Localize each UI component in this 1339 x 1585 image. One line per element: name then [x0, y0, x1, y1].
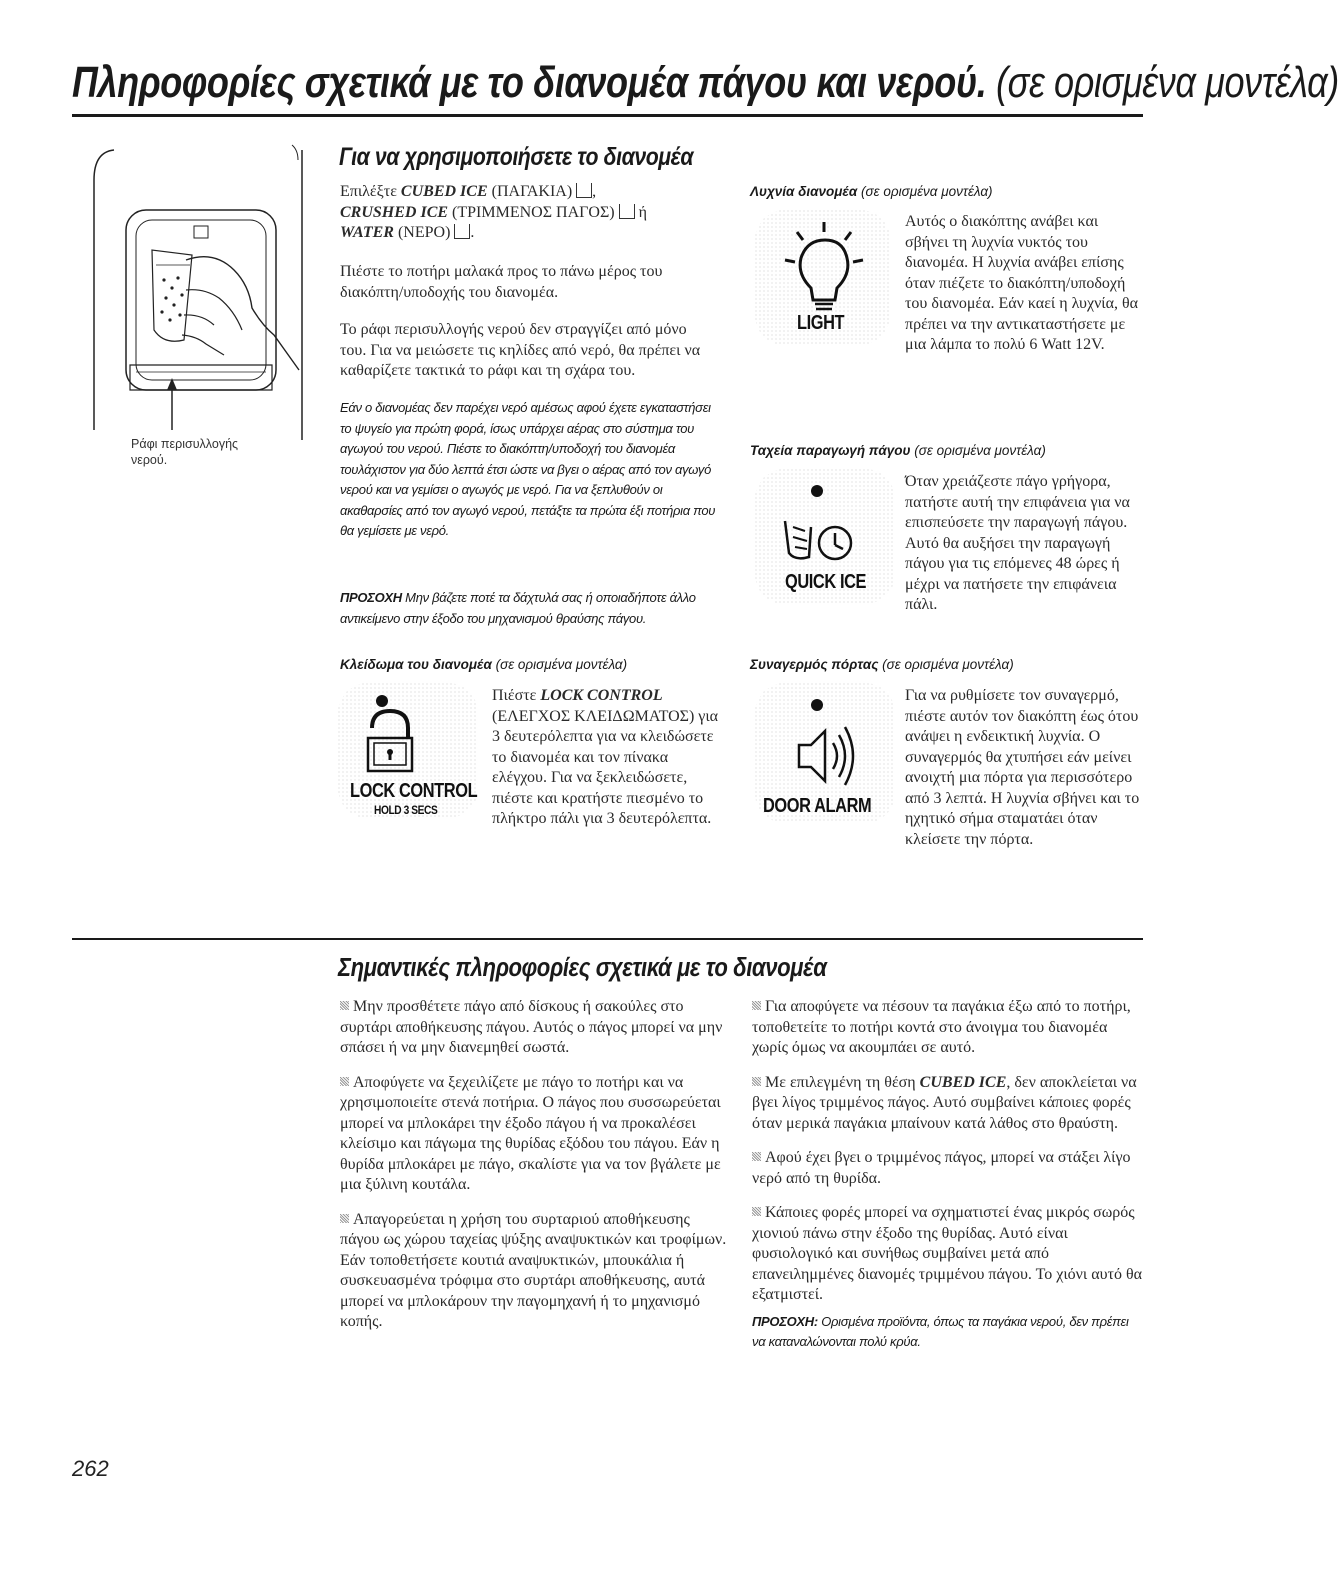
caption-line-1: Ράφι περισυλλογής — [131, 437, 239, 451]
bullet-icon — [340, 1214, 349, 1223]
lock-text-a: Πιέστε — [492, 687, 541, 704]
dispenser-illustration — [74, 140, 314, 440]
use-section-p2: Πιέστε το ποτήρι μαλακά προς το πάνω μέρος του διακόπτη/υποδοχής του διανομέα. — [340, 263, 663, 301]
important-left-item-3 — [340, 1210, 730, 1333]
important-caution — [752, 1312, 1142, 1353]
lock-control-term: LOCK CONTROL — [540, 687, 663, 704]
use-section-heading: Για να χρησιμοποιήσετε το διανομέα — [339, 143, 694, 171]
quick-ice-label: QUICK ICE — [785, 571, 867, 593]
quick-section-heading — [750, 443, 1046, 458]
important-rule — [72, 938, 1143, 940]
light-heading-text: Λυχνία διανομέα — [750, 184, 858, 199]
right-item-2-cubed: CUBED ICE — [919, 1073, 1007, 1091]
crushed-ice-label: CRUSHED ICE — [340, 203, 449, 221]
use-section-p3: Το ράφι περισυλλογής νερού δεν στραγγίζει από μόνο του. Για να μειώσετε τις κηλίδες από νερό, θα πρέπει να καθαρίζετε τακτικά το ράφι και τη σχάρα του. — [340, 321, 701, 379]
alarm-heading-text: Συναγερμός πόρτας — [750, 657, 879, 672]
quick-heading-note: (σε ορισμένα μοντέλα) — [914, 443, 1046, 458]
right-item-3-text: Αφού έχει βγει ο τριμμένος πάγος, μπορεί να στάξει λίγο νερό από τη θυρίδα. — [752, 1149, 1131, 1187]
important-right-item-2 — [752, 1073, 1142, 1135]
important-right-item-1 — [752, 997, 1142, 1059]
important-left-item-1 — [340, 997, 730, 1059]
bullet-icon — [752, 1152, 761, 1161]
door-alarm-label: DOOR ALARM — [763, 795, 872, 817]
door-alarm-button[interactable] — [755, 683, 895, 823]
p1-text-f: (ΝΕΡΟ) — [393, 224, 455, 241]
use-section-p4: Εάν ο διανομέας δεν παρέχει νερό αμέσως αφού έχετε εγκαταστήσει το ψυγείο για πρώτη φορά, ίσως υπάρχει αέρας στο σύστημα του αγωγού του νερού. Πιέστε το διακόπτη/υποδοχή του διανομέα τουλάχιστον για δύο λεπτά έτσι ώστε να βγει ο αέρας από τον αγωγό νερού και να γεμίσει ο αγωγός με νερό. Για να ξεπλυθούν οι ακαθαρσίες από τον αγωγό νερού, πετάξτε τα πρώτα έξι ποτήρια που θα γεμίσετε με νερό. — [340, 400, 716, 538]
quick-ice-button[interactable] — [755, 469, 895, 604]
p1-text-b: (ΠΑΓΑΚΙΑ) — [487, 183, 577, 200]
bullet-icon — [340, 1077, 349, 1086]
lock-control-button[interactable] — [338, 683, 478, 818]
right-item-4-text: Κάποιες φορές μπορεί να σχηματιστεί ένας μικρός σωρός χιονιού πάνω στην έξοδο της θυρίδας. Αυτό είναι φυσιολογικό και συνήθως συμβαίνει μετά από επανειλημμένες διανομές τριμμένου πάγου. Το χιόνι αυτό θα εξατμιστεί. — [752, 1204, 1142, 1303]
p1-text-g: . — [470, 224, 475, 241]
use-section-caution — [340, 588, 725, 629]
cubed-ice-icon — [576, 183, 592, 198]
light-button[interactable] — [755, 210, 890, 345]
important-caution-label: ΠΡΟΣΟΧΗ: — [752, 1313, 818, 1329]
caution-label: ΠΡΟΣΟΧΗ — [340, 590, 402, 605]
illustration-caption — [131, 436, 238, 468]
alarm-section-text: Για να ρυθμίσετε τον συναγερμό, πιέστε αυτόν τον διακόπτη έως ότου ανάψει η ενδεικτική λυχνία. Ο συναγερμός θα χτυπήσει εάν μείνει ανοιχτή μια πόρτα για περισσότερο από 3 λεπτά. Η λυχνία σβήνει και το ηχητικό σήμα σταματάει όταν κλείσετε την πόρτα. — [905, 687, 1140, 848]
p1-text-a: Επιλέξτε — [340, 183, 401, 200]
light-icon-label: LIGHT — [797, 312, 845, 334]
lock-icon-label: LOCK CONTROL — [350, 780, 478, 802]
important-left-item-2 — [340, 1073, 730, 1196]
lock-section-heading — [340, 657, 627, 672]
page-title — [72, 58, 1339, 108]
important-left-column — [340, 997, 730, 1333]
quick-section-text: Όταν χρειάζεστε πάγο γρήγορα, πατήστε αυτή την επιφάνεια για να επισπεύσετε την παραγωγή πάγου. Αυτό θα αυξήσει την παραγωγή πάγου για τις επόμενες 48 ώρες ή μέχρι να πατήσετε την επιφάνεια πάλι. — [905, 473, 1130, 613]
bullet-icon — [752, 1001, 761, 1010]
left-item-1-text: Μην προσθέτετε πάγο από δίσκους ή σακούλες στο συρτάρι αποθήκευσης πάγου. Αυτός ο πάγος μπορεί να μην σπάσει ή να μην διανεμηθεί σωστά. — [340, 998, 723, 1056]
p1-text-d: (ΤΡΙΜΜΕΝΟΣ ΠΑΓΟΣ) — [448, 203, 619, 221]
cubed-ice-label: CUBED ICE — [400, 183, 488, 200]
right-item-2-text-a: Με επιλεγμένη τη θέση — [765, 1073, 920, 1091]
quick-heading-text: Ταχεία παραγωγή πάγου — [750, 443, 911, 458]
lock-icon-sublabel: HOLD 3 SECS — [374, 803, 438, 817]
page-header — [72, 58, 1339, 118]
lock-heading-note: (σε ορισμένα μοντέλα) — [495, 657, 628, 672]
caution-text: Μην βάζετε ποτέ τα δάχτυλά σας ή οποιαδήποτε άλλο αντικείμενο στην έξοδο του μηχανισμού θραύσης πάγου. — [340, 590, 696, 626]
lock-heading-text: Κλείδωμα του διανομέα — [340, 657, 492, 672]
crushed-ice-icon — [619, 204, 635, 219]
lock-text-b: (ΕΛΕΓΧΟΣ ΚΛΕΙΔΩΜΑΤΟΣ) για 3 δευτερόλεπτα για να κλειδώσετε το διανομέα και τον πίνακα ελέγχου. Για να ξεκλειδώσετε, πιέστε και κρατήστε πιεσμένο το πλήκτρο πάλι για 3 δευτερόλεπτα. — [492, 707, 719, 827]
alarm-heading-note: (σε ορισμένα μοντέλα) — [882, 657, 1014, 672]
water-icon — [454, 224, 470, 239]
left-item-2-text: Αποφύγετε να ξεχειλίζετε με πάγο το ποτήρι και να χρησιμοποιείτε στενά ποτήρια. Ο πάγος που συσσωρεύεται μπορεί να μπλοκάρει την έξοδο πάγου ή να προκαλέσει κλείσιμο και πάγωμα της θυρίδας εξόδου του πάγου. Εάν η θυρίδα μπλοκάρει με πάγο, σκαλίστε για να τον βγάλετε με μια ξύλινη κουτάλα. — [340, 1073, 721, 1193]
important-right-column — [752, 997, 1142, 1353]
use-section-p1 — [340, 182, 710, 244]
bullet-icon — [340, 1001, 349, 1010]
bullet-icon — [752, 1207, 761, 1216]
caption-line-2: νερού. — [131, 453, 168, 467]
page-title-note: (σε ορισμένα μοντέλα) — [996, 58, 1339, 107]
light-section-text: Αυτός ο διακόπτης ανάβει και σβήνει τη λυχνία νυκτός του διανομέα. Η λυχνία ανάβει επίσης όταν πιέζετε το διακόπτη/υποδοχή του διανομέα. Εάν καεί η λυχνία, θα πρέπει να την αντικαταστήσετε με μια λάμπα το πολύ 6 Watt 12V. — [905, 213, 1139, 353]
important-right-item-3 — [752, 1148, 1142, 1189]
important-right-item-4 — [752, 1203, 1142, 1306]
right-item-1-text: Για αποφύγετε να πέσουν τα παγάκια έξω από το ποτήρι, τοποθετείτε το ποτήρι κοντά στο άνοιγμα του διανομέα χωρίς όμως να ακουμπάει σε αυτό. — [752, 998, 1131, 1056]
left-item-3-text: Απαγορεύεται η χρήση του συρταριού αποθήκευσης πάγου ως χώρου ταχείας ψύξης αναψυκτικών και τροφίμων. Εάν τοποθετήσετε κουτιά αναψυκτικών, μπουκάλια ή συσκευασμένα τρόφιμα στο συρτάρι αποθήκευσης, αυτά μπορεί να μπλοκάρουν την παγομηχανή ή το μηχανισμό κοπής. — [340, 1210, 727, 1330]
important-heading: Σημαντικές πληροφορίες σχετικά με το διανομέα — [338, 952, 827, 982]
light-section-heading — [750, 184, 993, 199]
water-label: WATER — [340, 224, 394, 241]
lock-section-text — [492, 686, 727, 830]
light-heading-note: (σε ορισμένα μοντέλα) — [861, 184, 993, 199]
p1-text-e: ή — [634, 203, 647, 221]
right-item-2-text-b: , δεν αποκλείεται να βγει λίγος τριμμένος πάγος. Αυτό συμβαίνει κάποιες φορές όταν μερικά παγάκια μπαίνουν κατά λάθος στο θραύστη. — [752, 1073, 1137, 1132]
alarm-section-heading — [750, 657, 1014, 672]
page-number: 262 — [72, 1456, 109, 1481]
header-rule — [72, 114, 1143, 117]
dispenser-drawing — [74, 140, 314, 440]
page-title-main: Πληροφορίες σχετικά με το διανομέα πάγου και νερού. — [72, 58, 987, 107]
p1-text-c: , — [592, 183, 597, 200]
important-caution-text: Ορισμένα προϊόντα, όπως τα παγάκια νερού, δεν πρέπει να καταναλώνονται πολύ κρύα. — [752, 1313, 1129, 1349]
bullet-icon — [752, 1077, 761, 1086]
